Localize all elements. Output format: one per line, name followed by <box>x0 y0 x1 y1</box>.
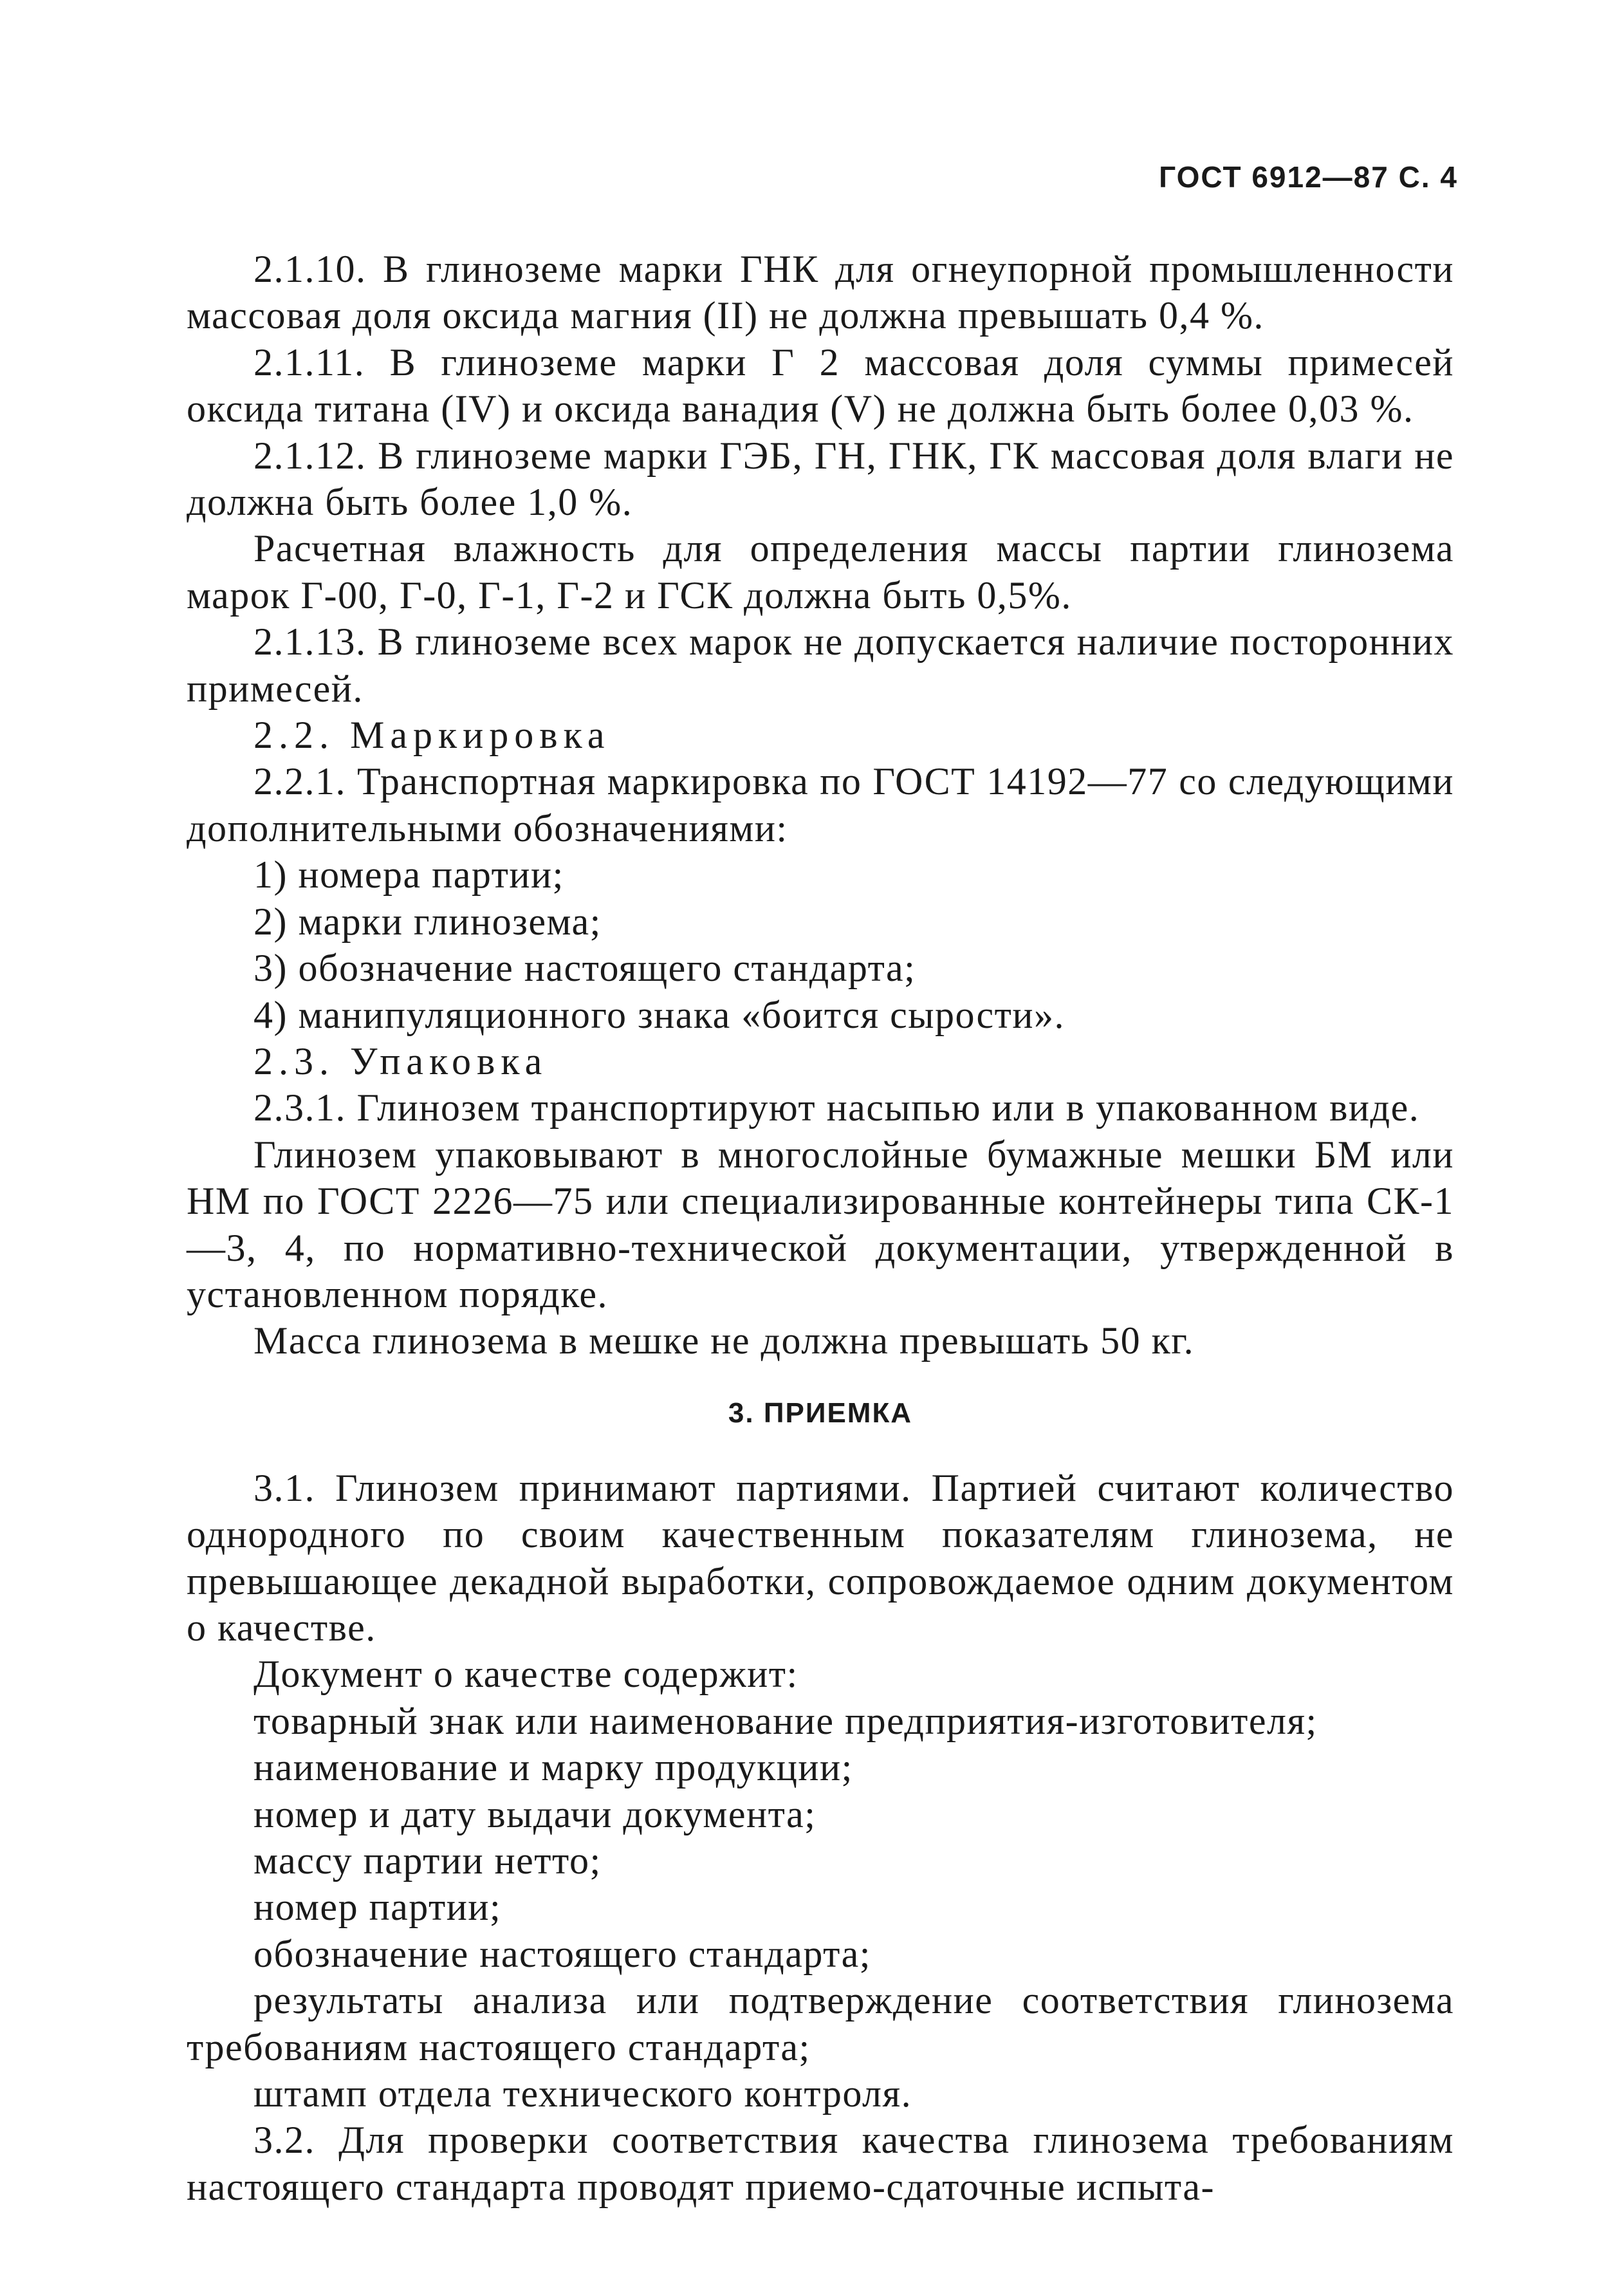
section-title: 3. ПРИЕМКА <box>728 1397 913 1429</box>
paragraph-doc-contains: Документ о качестве содержит: <box>254 1653 798 1696</box>
document-item: наименование и марку продукции; <box>254 1746 853 1789</box>
paragraph-2-1-10: 2.1.10. В глиноземе марки ГНК для огнеупорной промышленности массовая доля оксида магния (II) не должна превышать 0,4 %. <box>187 248 1454 337</box>
running-header: ГОСТ 6912—87 С. 4 <box>1159 160 1458 194</box>
heading-marking: 2.2. Маркировка <box>254 714 611 757</box>
document-item: массу партии нетто; <box>254 1839 602 1882</box>
document-item: номер партии; <box>254 1886 502 1929</box>
list-item: 2) марки глинозема; <box>254 900 602 943</box>
document-item: обозначение настоящего стандарта; <box>254 1932 871 1975</box>
paragraph-2-1-11: 2.1.11. В глиноземе марки Г 2 массовая доля суммы примесей оксида титана (IV) и оксида ванадия (V) не должна быть более 0,03 %. <box>187 340 1454 431</box>
paragraph-3-1: 3.1. Глинозем принимают партиями. Партией считают количество однородного по своим качественным показателям глинозема, не превышающее декадной выработки, сопровождаемое одним документом о качестве. <box>187 1466 1454 1649</box>
paragraph-packing: Глинозем упаковывают в многослойные бумажные мешки БМ или НМ по ГОСТ 2226—75 или специализированные контейнеры типа СК-1—3, 4, по нормативно-технической документации, утвержденной в установленном порядке. <box>187 1133 1454 1315</box>
paragraph-2-1-13: 2.1.13. В глиноземе всех марок не допускается наличие посторонних примесей. <box>187 620 1454 710</box>
paragraph-3-2: 3.2. Для проверки соответствия качества глинозема требованиям настоящего стандарта проводят приемо-сдаточные испыта- <box>187 2119 1454 2208</box>
body-text <box>187 246 1454 2210</box>
document-item: товарный знак или наименование предприятия-изготовителя; <box>254 1699 1318 1742</box>
list-item: 4) манипуляционного знака «боится сырости». <box>254 993 1065 1036</box>
paragraph-moisture: Расчетная влажность для определения массы партии глинозема марок Г-00, Г-0, Г-1, Г-2 и ГСК должна быть 0,5%. <box>187 527 1454 617</box>
paragraph-mass: Масса глинозема в мешке не должна превышать 50 кг. <box>254 1319 1195 1362</box>
document-item: штамп отдела технического контроля. <box>254 2072 912 2115</box>
document-item: номер и дату выдачи документа; <box>254 1792 817 1836</box>
paragraph-2-2-1: 2.2.1. Транспортная маркировка по ГОСТ 14192—77 со следующими дополнительными обозначениями: <box>187 760 1454 850</box>
list-item: 3) обозначение настоящего стандарта; <box>254 947 916 990</box>
list-item: 1) номера партии; <box>254 853 564 897</box>
paragraph-2-1-12: 2.1.12. В глиноземе марки ГЭБ, ГН, ГНК, ГК массовая доля влаги не должна быть более 1,0 %. <box>187 434 1454 524</box>
document-item: результаты анализа или подтверждение соответствия глинозема требованиям настоящего стандарта; <box>187 1979 1454 2068</box>
heading-packing: 2.3. Упаковка <box>254 1039 548 1083</box>
paragraph-2-3-1: 2.3.1. Глинозем транспортируют насыпью или в упакованном виде. <box>254 1086 1420 1129</box>
